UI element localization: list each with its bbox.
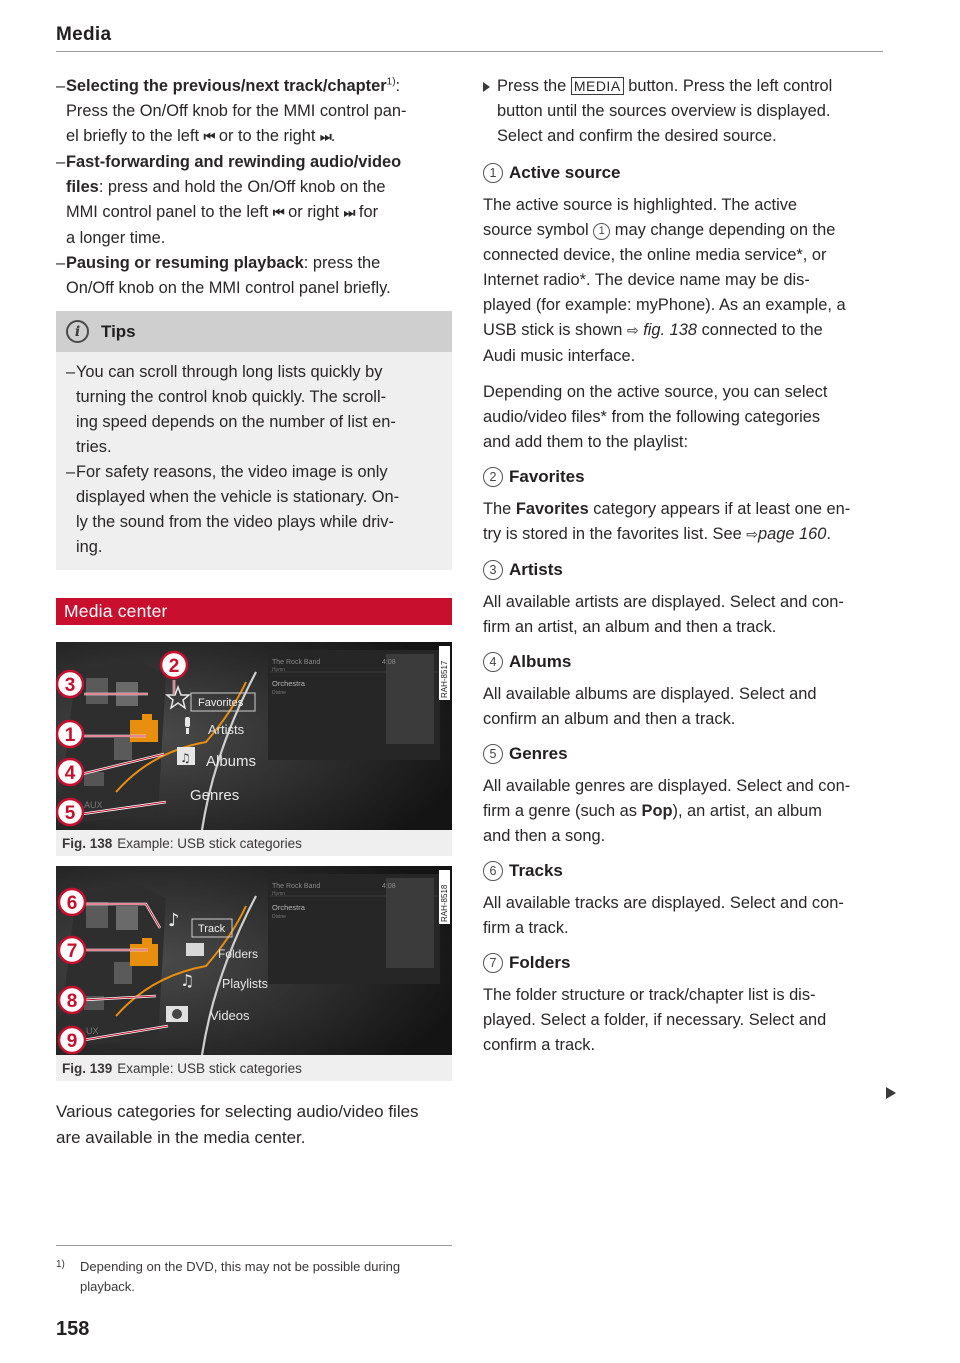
callout-marker: 1 <box>64 725 76 746</box>
active-source-text: The active source is highlighted. The active source symbol 1 may change depending on the connected device, the online media service*, or Internet radio*. The device name may be dis- played (for example: myPhone). As an example, a USB stick is shown ⇨ fig. 138 connected to the Audi music interface. <box>483 196 846 365</box>
list-item-pause: – Pausing or resuming playback: press the On/Off knob on the MMI control panel briefly. <box>56 254 391 297</box>
number-circle: 1 <box>593 223 610 240</box>
tracks-text: All available tracks are displayed. Select and con- firm a track. <box>483 894 844 937</box>
tips-box <box>56 311 452 570</box>
callout-marker: 7 <box>66 941 78 962</box>
svg-text:Hymn: Hymn <box>272 891 286 897</box>
skip-forward-icon: ⏭ <box>343 206 355 221</box>
folder-icon <box>186 943 204 956</box>
header-divider <box>56 51 883 52</box>
section-heading-media-center: Media center <box>56 598 452 625</box>
subheading-active-source: 1 Active source <box>483 163 883 183</box>
fig139-code: RAH-8518 <box>440 884 449 922</box>
albums-text: All available albums are displayed. Select and confirm an album and then a track. <box>483 685 817 728</box>
svg-text:♫: ♫ <box>180 751 191 765</box>
step-arrow-icon <box>483 82 490 92</box>
left-column <box>56 74 452 1151</box>
number-circle: 1 <box>483 163 503 183</box>
right-column <box>483 74 883 1058</box>
figure-138-illustration <box>56 642 452 830</box>
number-circle: 2 <box>483 467 503 487</box>
footnote: 1) Depending on the DVD, this may not be possible during playback. <box>56 1257 452 1297</box>
callout-marker: 3 <box>64 675 76 696</box>
skip-forward-icon: ⏭ <box>319 130 331 145</box>
folders-text: The folder structure or track/chapter list is dis- played. Select a folder, if necessary. Select and confirm a track. <box>483 986 827 1054</box>
list-item-prev-next: – Selecting the previous/next track/chapter$^{1)}$: Press the On/Off knob for the MMI control pan- el briefly to the left ⏮ or to the right ⏭. <box>56 76 407 145</box>
svg-text:4:08: 4:08 <box>382 883 396 890</box>
number-circle: 6 <box>483 861 503 881</box>
page-header-title: Media <box>56 24 112 45</box>
callout-marker: 2 <box>168 656 180 677</box>
playlist-icon: ♫ <box>180 971 195 990</box>
fig139-aux: UX <box>86 1026 99 1036</box>
fig138-category-genres: Genres <box>190 787 240 804</box>
subheading-albums: 4 Albums <box>483 652 883 672</box>
favorites-text: The Favorites category appears if at least one en- try is stored in the favorites list. See ⇨page 160. <box>483 500 851 543</box>
skip-back-icon: ⏮ <box>203 130 215 145</box>
reference-arrow-icon: ⇨ <box>746 527 759 543</box>
music-note-icon: ♪ <box>168 910 180 931</box>
genres-text: All available genres are displayed. Select and con- firm a genre (such as Pop), an artist, an album and then a song. <box>483 777 851 845</box>
svg-text:Divine: Divine <box>272 690 286 696</box>
subheading-artists: 3 Artists <box>483 560 883 580</box>
fig138-aux: AUX <box>84 800 103 810</box>
fig139-category-folders: Folders <box>218 947 259 961</box>
svg-text:Divine: Divine <box>272 914 286 920</box>
tip-item: – For safety reasons, the video image is only displayed when the vehicle is stationary. On- ly the sound from the video plays while driv- ing. <box>66 463 400 556</box>
fig139-list-2: Orchestra <box>272 903 305 912</box>
number-circle: 5 <box>483 744 503 764</box>
fig138-list-2: Orchestra <box>272 679 305 688</box>
figure-reference-link[interactable]: ⇨ fig. 138 <box>626 321 698 339</box>
figure-139-image <box>56 866 452 1055</box>
skip-back-icon: ⏮ <box>272 206 284 221</box>
list-item-fast-forward: – Fast-forwarding and rewinding audio/video files: press and hold the On/Off knob on the MMI control panel to the left ⏮ or right ⏭ for a longer time. <box>56 153 402 247</box>
microphone-icon <box>185 717 190 727</box>
fig138-category-artists: Artists <box>208 722 245 737</box>
fig138-list-1: The Rock Band <box>272 659 321 666</box>
number-circle: 7 <box>483 953 503 973</box>
fig139-category-playlists: Playlists <box>222 977 268 991</box>
fig139-list-1: The Rock Band <box>272 883 321 890</box>
tips-title: Tips <box>101 321 136 341</box>
tip-item: – You can scroll through long lists quickly by turning the control knob quickly. The scroll- ing speed depends on the number of list en- tries. <box>66 363 396 456</box>
continue-arrow-icon <box>886 1087 896 1099</box>
media-key-label: MEDIA <box>571 77 624 95</box>
callout-marker: 8 <box>66 991 78 1012</box>
item-heading: Pausing or resuming playback <box>66 254 304 272</box>
fig138-category-favorites: Favorites <box>198 697 244 709</box>
svg-text:4:08: 4:08 <box>382 659 396 666</box>
artists-text: All available artists are displayed. Select and con- firm an artist, an album and then a track. <box>483 593 844 636</box>
subheading-favorites: 2 Favorites <box>483 467 883 487</box>
footnote-ref[interactable]: 1) <box>386 76 396 88</box>
tips-header <box>56 311 452 352</box>
item-heading: Selecting the previous/next track/chapter <box>66 77 387 95</box>
fig138-code: RAH-8517 <box>440 660 449 698</box>
page-reference-link[interactable]: ⇨page 160 <box>746 525 827 543</box>
fig138-category-albums: Albums <box>206 753 257 770</box>
subheading-tracks: 6 Tracks <box>483 861 883 881</box>
figure-139-illustration <box>56 866 452 1055</box>
footnote-mark: 1) <box>56 1259 65 1270</box>
categories-intro-text: Depending on the active source, you can select audio/video files* from the following categories and add them to the playlist: <box>483 383 828 451</box>
figure-139-caption: Fig. 139 Example: USB stick categories <box>56 1055 452 1081</box>
instruction-step: Press the MEDIA button. Press the left control button until the sources overview is displayed. Select and confirm the desired source. <box>483 74 883 149</box>
number-circle: 4 <box>483 652 503 672</box>
footnote-divider <box>56 1245 452 1246</box>
figure-138-caption: Fig. 138 Example: USB stick categories <box>56 830 452 856</box>
fig139-category-track: Track <box>198 923 226 935</box>
callout-marker: 9 <box>66 1031 78 1052</box>
callout-marker: 6 <box>66 893 78 914</box>
figure-138-image <box>56 642 452 830</box>
callout-marker: 5 <box>64 803 76 824</box>
fig139-category-videos: Videos <box>210 1008 250 1023</box>
page-number: 158 <box>56 1318 90 1340</box>
reference-arrow-icon: ⇨ <box>626 323 639 339</box>
callout-marker: 4 <box>64 763 76 784</box>
subheading-genres: 5 Genres <box>483 744 883 764</box>
subheading-folders: 7 Folders <box>483 953 883 973</box>
svg-text:Hymn: Hymn <box>272 667 286 673</box>
media-center-intro: Various categories for selecting audio/video files are available in the media center. <box>56 1102 419 1147</box>
item-heading: Fast-forwarding and rewinding audio/video <box>66 153 402 171</box>
number-circle: 3 <box>483 560 503 580</box>
tips-body <box>56 352 452 570</box>
info-icon: i <box>66 320 89 343</box>
